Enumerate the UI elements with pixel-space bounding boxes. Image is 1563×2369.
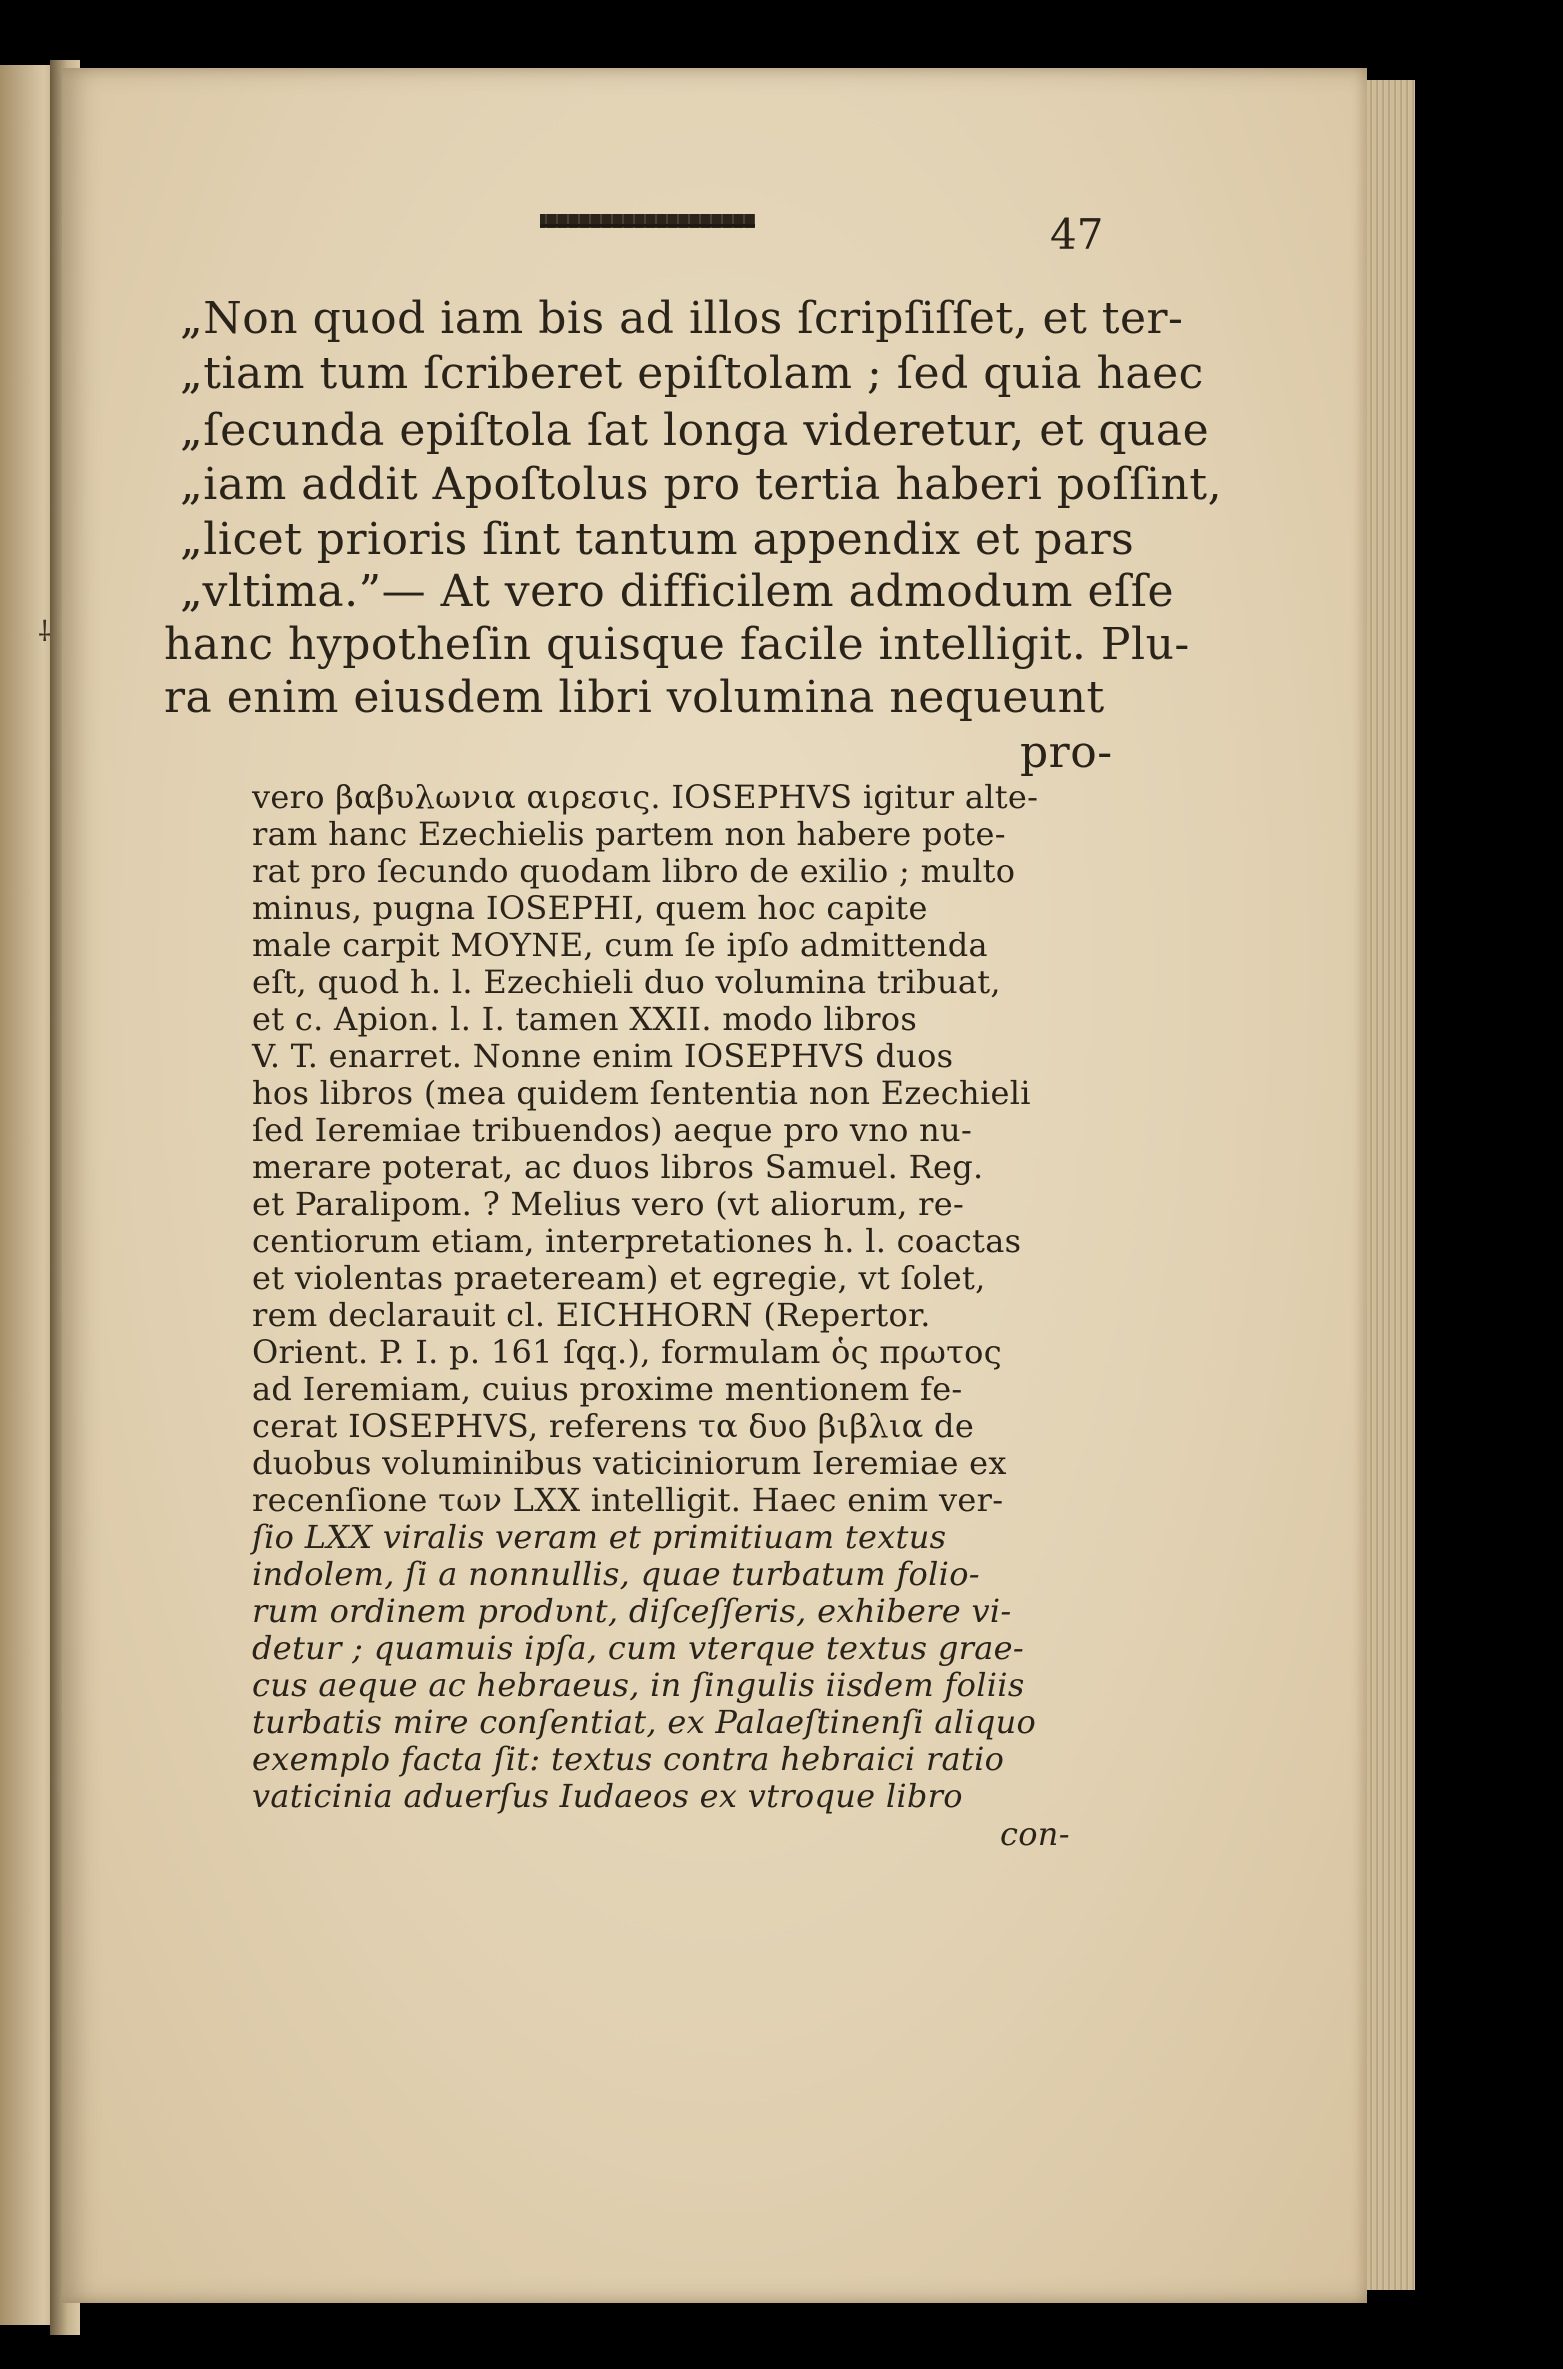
main-text-line: „iam addit Apoſtolus pro tertia haberi poſſint, bbox=[180, 459, 1223, 510]
main-text-line: ra enim eiusdem libri volumina nequeunt bbox=[164, 672, 1105, 723]
footnote-line: recenſione των LXX intelligit. Haec enim ver- bbox=[252, 1481, 1004, 1519]
footnote-line: V. T. enarret. Nonne enim IOSEPHVS duos bbox=[252, 1037, 954, 1075]
main-text-line: „vltima.”— At vero difficilem admodum eſſe bbox=[180, 566, 1175, 617]
main-text-line: „tiam tum ſcriberet epiſtolam ; ſed quia haec bbox=[180, 348, 1204, 399]
footnote-line: ad Ieremiam, cuius proxime mentionem fe- bbox=[252, 1370, 963, 1408]
footnote-line: ſio LXX viralis veram et primitiuam textus bbox=[252, 1518, 947, 1556]
footnote-line: exemplo facta ſit: textus contra hebraici ratio bbox=[252, 1740, 1005, 1778]
footnote-line: centiorum etiam, interpretationes h. l. coactas bbox=[252, 1222, 1022, 1260]
main-text-line: „ſecunda epiſtola ſat longa videretur, et quae bbox=[180, 405, 1210, 456]
header-ornament-rule bbox=[540, 214, 755, 228]
footnote-line: hos libros (mea quidem ſententia non Ezechieli bbox=[252, 1074, 1031, 1112]
footnote-line: ram hanc Ezechielis partem non habere pote- bbox=[252, 815, 1006, 853]
catchword: pro- bbox=[1020, 727, 1113, 778]
footnote-line: et c. Apion. l. I. tamen XXII. modo libros bbox=[252, 1000, 918, 1038]
footnote-line: et violentas praeteream) et egregie, vt ſolet, bbox=[252, 1259, 986, 1297]
footnote-line: rum ordinem prodʋnt, diſceſſeris, exhibere vi- bbox=[252, 1592, 1012, 1630]
page-number: 47 bbox=[1050, 210, 1104, 259]
footnote-line: indolem, ſi a nonnullis, quae turbatum folio- bbox=[252, 1555, 980, 1593]
footnote-line: rem declarauit cl. EICHHORN (Repertor. bbox=[252, 1296, 931, 1334]
main-text-line: hanc hypotheſin quisque facile intelligit. Plu- bbox=[164, 619, 1190, 670]
footnote-line: duobus voluminibus vaticiniorum Ieremiae ex bbox=[252, 1444, 1007, 1482]
footnote-line: eſt, quod h. l. Ezechieli duo volumina tribuat, bbox=[252, 963, 1001, 1001]
footnote-line: vaticinia aduerſus Iudaeos ex vtroque libro bbox=[252, 1777, 963, 1815]
footnote-line: turbatis mire conſentiat, ex Palaeſtinenſi aliquo bbox=[252, 1703, 1037, 1741]
footnote-line: rat pro ſecundo quodam libro de exilio ; multo bbox=[252, 852, 1016, 890]
footnote-line: male carpit MOYNE, cum ſe ipſo admittenda bbox=[252, 926, 988, 964]
catchword: con- bbox=[1000, 1815, 1070, 1853]
footnote-line: ſed Ieremiae tribuendos) aeque pro vno nu- bbox=[252, 1111, 973, 1149]
footnote-line: Orient. P. I. p. 161 ſqq.), formulam ὁς πρωτος bbox=[252, 1333, 1002, 1371]
footnote-line: vero βαβυλωνια αιρεσις. IOSEPHVS igitur alte- bbox=[252, 778, 1039, 816]
footnote-line: cerat IOSEPHVS, referens τα δυο βιβλια de bbox=[252, 1407, 975, 1445]
footnote-line: detur ; quamuis ipſa, cum vterque textus grae- bbox=[252, 1629, 1024, 1667]
margin-mark: ⸸ bbox=[38, 615, 52, 648]
main-text-line: „licet prioris ſint tantum appendix et pars bbox=[180, 514, 1135, 565]
footnote-line: cus aeque ac hebraeus, in ſingulis iisdem foliis bbox=[252, 1666, 1025, 1704]
footnote-line: minus, pugna IOSEPHI, quem hoc capite bbox=[252, 889, 928, 927]
footnote-line: et Paralipom. ? Melius vero (vt aliorum, re- bbox=[252, 1185, 965, 1223]
main-text-line: „Non quod iam bis ad illos ſcripſiſſet, et ter- bbox=[180, 293, 1184, 344]
page-stack-edge bbox=[1367, 80, 1415, 2290]
footnote-line: merare poterat, ac duos libros Samuel. Reg. bbox=[252, 1148, 984, 1186]
